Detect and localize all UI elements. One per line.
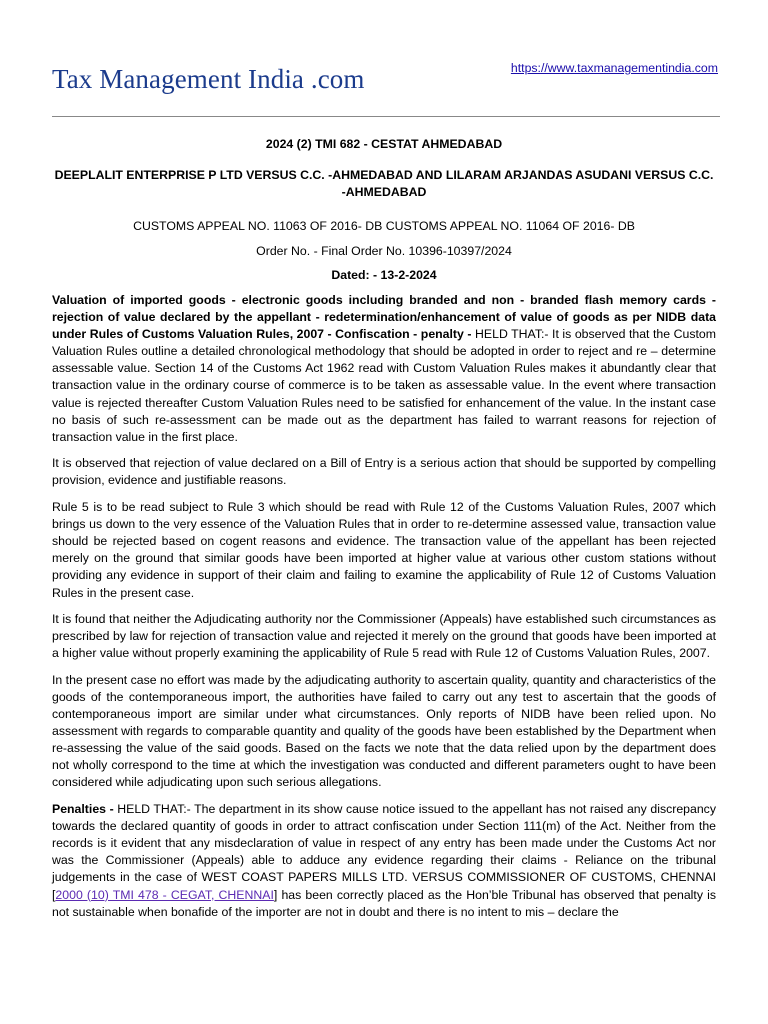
summary-text: HELD THAT:- It is observed that the Custom Valuation Rules outline a detailed chronological methodology that should be adopted in order to reject and re – determine assessable value. Section 14 of the Customs Act 1962 read with Custom Valuation Rules makes it abundantly clear that transaction value in the ordinary course of commerce is to be taken as assessable value. In the event where transaction value is rejected thereafter Custom Valuation Rules need to be satisfied for enhancement of the value. In the instant case no basis of such re-assessment can be made out as the department has failed to warrant reasons for rejection of transaction value in the first place.: [52, 327, 716, 444]
case-parties: DEEPLALIT ENTERPRISE P LTD VERSUS C.C. -AHMEDABAD AND LILARAM ARJANDAS ASUDANI VERSUS C.C. -AHMEDABAD: [54, 168, 714, 199]
body-paragraph: In the present case no effort was made by the adjudicating authority to ascertain quality, quantity and characteristics of the goods of the contemporaneous import, the authorities have failed to carry out any test to ascertain that the goods of contemporaneous import are similar under what circumstances. Only reports of NIDB have been relied upon. No assessment with regards to comparable quantity and quality of the goods have been established by the Department when re-assessing the value of the said goods. Based on the facts we note that the data relied upon by the department does not wholly correspond to the time at which the investigation was conducted and different parameters ought to have been considered while adjudicating upon such serious allegations.: [52, 672, 716, 790]
order-number: Order No. - Final Order No. 10396-10397/2024: [256, 244, 512, 258]
body-paragraph: It is observed that rejection of value declared on a Bill of Entry is a serious action that should be supported by compelling provision, evidence and justifiable reasons.: [52, 456, 716, 488]
appeal-number: CUSTOMS APPEAL NO. 11063 OF 2016- DB CUSTOMS APPEAL NO. 11064 OF 2016- DB: [133, 219, 635, 233]
summary-paragraph: [52, 292, 716, 446]
penalties-text: HELD THAT:- The department in its show cause notice issued to the appellant has not raised any discrepancy towards the declared quantity of goods in order to attract confiscation under Section 111(m) of the Act. Neither from the records is it evident that any misdeclaration of value in respect of any entry has been made under the Customs Act nor was the Commissioner (Appeals) able to adduce any evidence regarding their claims - Reliance on the tribunal judgements in the case of WEST COAST PAPERS MILLS LTD. VERSUS COMMISSIONER OF CUSTOMS, CHENNAI [: [52, 802, 716, 902]
penalties-paragraph: [52, 801, 716, 921]
penalties-text-continued: ] has been correctly placed as the Hon’ble Tribunal has observed that penalty is not sustainable when bonafide of the importer are not in doubt and there is no intent to mis – declare the: [52, 887, 716, 919]
summary-heading: Valuation of imported goods - electronic goods including branded and non - branded flash memory cards - rejection of value declared by the appellant - redetermination/enhancement of value of goods as per NIDB data under Rules of Customs Valuation Rules, 2007 - Confiscation - penalty -: [52, 293, 716, 342]
case-citation: 2024 (2) TMI 682 - CESTAT AHMEDABAD: [265, 137, 503, 151]
site-logo[interactable]: Tax Management India .com: [52, 64, 365, 94]
body-paragraph: Rule 5 is to be read subject to Rule 3 which should be read with Rule 12 of the Customs Valuation Rules, 2007 which brings us down to the very essence of the Valuation Rules that in order to re-determine assessed value, transaction value should be rejected based on cogent reasons and evidence. The transaction value of the appellant has been rejected merely on the ground that similar goods have been imported at higher value at various other custom stations without providing any evidence in support of their claim and failing to examine the applicability of Rule 12 of Customs Valuation Rules in the present case.: [52, 500, 716, 600]
judgment-body: [52, 292, 716, 930]
penalties-heading: Penalties -: [52, 802, 114, 817]
order-date: Dated: - 13-2-2024: [331, 268, 437, 282]
citation-link[interactable]: 2000 (10) TMI 478 - CEGAT, CHENNAI: [55, 887, 274, 902]
page-header: [52, 58, 720, 117]
site-url-link[interactable]: https://www.taxmanagementindia.com: [510, 61, 718, 75]
body-paragraph: It is found that neither the Adjudicating authority nor the Commissioner (Appeals) have established such circumstances as prescribed by law for rejection of transaction value and rejected it merely on the ground that goods have been imported at a higher value without properly examining the applicability of Rule 5 read with Rule 12 of Customs Valuation Rules, 2007.: [52, 612, 716, 661]
